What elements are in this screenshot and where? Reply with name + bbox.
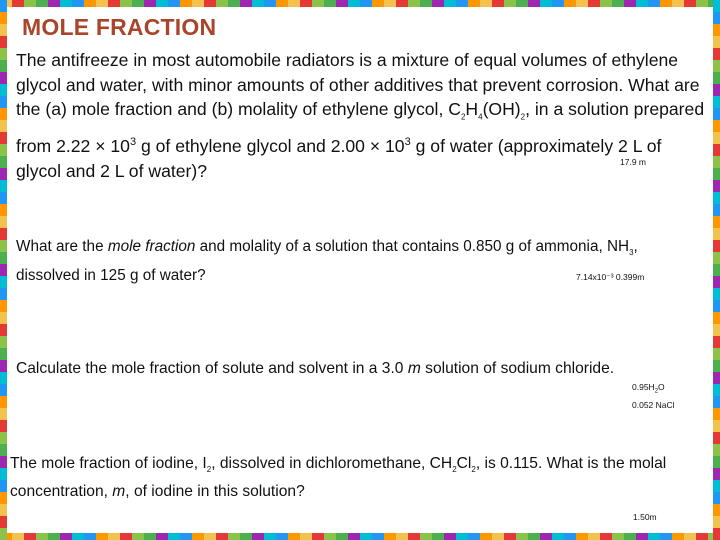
border-segment <box>0 504 7 516</box>
border-segment <box>708 0 720 7</box>
border-segment <box>0 432 7 444</box>
q2-text-1: What are the <box>16 238 108 255</box>
question-iodine <box>10 453 690 503</box>
border-segment <box>713 264 720 276</box>
border-segment <box>0 444 7 456</box>
q4-sub-2: 2 <box>452 465 457 475</box>
border-segment <box>288 533 300 540</box>
border-segment <box>108 533 120 540</box>
border-segment <box>252 0 264 7</box>
border-segment <box>48 533 60 540</box>
border-segment <box>288 0 300 7</box>
border-segment <box>564 0 576 7</box>
q1-sub-1: 2 <box>460 112 466 122</box>
answer-nacl-line: 0.052 NaCl <box>632 399 675 410</box>
border-segment <box>408 0 420 7</box>
border-segment <box>480 0 492 7</box>
border-segment <box>192 533 204 540</box>
q2-sub-1: 3 <box>629 248 634 258</box>
border-segment <box>540 533 552 540</box>
q4-sub-1: 2 <box>206 465 212 475</box>
border-segment <box>713 216 720 228</box>
border-segment <box>713 240 720 252</box>
border-segment <box>252 533 264 540</box>
border-segment <box>552 0 564 7</box>
q2-emphasis: mole fraction <box>107 238 196 255</box>
border-segment <box>324 0 336 7</box>
border-segment <box>432 533 444 540</box>
border-segment <box>0 456 7 468</box>
border-segment <box>384 533 396 540</box>
border-segment <box>713 348 720 360</box>
border-segment <box>396 533 408 540</box>
border-segment <box>36 533 48 540</box>
border-segment <box>0 108 7 120</box>
border-segment <box>36 0 48 7</box>
border-segment <box>408 533 420 540</box>
border-segment <box>713 252 720 264</box>
q1-text-5: g of ethylene glycol and 2.00 × 10 <box>136 136 405 157</box>
border-segment <box>713 504 720 516</box>
border-segment <box>372 533 384 540</box>
q4-emphasis: m <box>112 483 126 501</box>
border-segment <box>713 444 720 456</box>
border-segment <box>204 533 216 540</box>
q1-text-6: g of water (approximately 2 L of glycol and 2 L of water)? <box>16 136 662 181</box>
border-segment <box>0 48 7 60</box>
q1-sub-3: 2 <box>520 112 526 122</box>
border-segment <box>713 48 720 60</box>
q3-emphasis: m <box>407 360 421 377</box>
border-segment <box>132 533 144 540</box>
border-segment <box>0 492 7 504</box>
border-segment <box>713 468 720 480</box>
border-segment <box>0 60 7 72</box>
border-segment <box>684 533 696 540</box>
border-segment <box>312 0 324 7</box>
q4-text-5: , of iodine in this solution? <box>125 483 305 501</box>
border-segment <box>696 533 708 540</box>
border-segment <box>713 312 720 324</box>
border-segment <box>204 0 216 7</box>
border-segment <box>588 0 600 7</box>
border-segment <box>168 533 180 540</box>
border-segment <box>12 0 24 7</box>
border-segment <box>528 0 540 7</box>
border-segment <box>713 132 720 144</box>
question-sodium-chloride <box>16 358 636 379</box>
border-segment <box>576 0 588 7</box>
border-segment <box>420 0 432 7</box>
q1-text-4: , in a solution prepared from 2.22 × 10 <box>16 99 705 157</box>
border-segment <box>0 180 7 192</box>
border-segment <box>713 144 720 156</box>
border-segment <box>0 360 7 372</box>
q4-text-2: , dissolved in dichloromethane, CH <box>211 455 453 472</box>
border-segment <box>396 0 408 7</box>
border-segment <box>120 533 132 540</box>
border-segment <box>0 96 7 108</box>
question-ammonia <box>16 235 646 287</box>
border-segment <box>516 533 528 540</box>
q4-text-3: Cl <box>456 455 472 472</box>
border-segment <box>0 312 7 324</box>
border-segment <box>480 533 492 540</box>
q1-text-3: (OH) <box>482 99 521 120</box>
border-segment <box>696 0 708 7</box>
border-segment <box>456 533 468 540</box>
border-segment <box>48 0 60 7</box>
answer-water-text: 0.95H <box>632 382 655 392</box>
border-segment <box>0 228 7 240</box>
border-segment <box>713 228 720 240</box>
q4-text-4: , is 0.115. What is the molal concentration, <box>10 455 667 501</box>
border-bottom <box>0 533 720 540</box>
border-segment <box>713 480 720 492</box>
answer-water-sub: 2 <box>654 388 659 395</box>
border-segment <box>156 533 168 540</box>
border-segment <box>0 144 7 156</box>
border-segment <box>713 408 720 420</box>
border-segment <box>0 120 7 132</box>
border-segment <box>348 0 360 7</box>
border-segment <box>713 420 720 432</box>
border-segment <box>713 108 720 120</box>
border-segment <box>504 533 516 540</box>
border-segment <box>0 420 7 432</box>
border-segment <box>240 533 252 540</box>
border-segment <box>516 0 528 7</box>
border-segment <box>600 0 612 7</box>
border-segment <box>276 533 288 540</box>
border-segment <box>24 0 36 7</box>
border-segment <box>276 0 288 7</box>
answer-iodine: 1.50m <box>633 512 657 522</box>
border-segment <box>0 84 7 96</box>
border-segment <box>713 12 720 24</box>
border-segment <box>636 0 648 7</box>
border-segment <box>713 60 720 72</box>
border-segment <box>492 533 504 540</box>
border-segment <box>216 533 228 540</box>
border-segment <box>713 120 720 132</box>
border-segment <box>713 336 720 348</box>
border-segment <box>96 0 108 7</box>
border-segment <box>0 168 7 180</box>
border-segment <box>360 0 372 7</box>
border-segment <box>552 533 564 540</box>
border-segment <box>324 533 336 540</box>
border-segment <box>0 372 7 384</box>
border-segment <box>0 156 7 168</box>
border-segment <box>0 516 7 528</box>
border-segment <box>600 533 612 540</box>
border-segment <box>456 0 468 7</box>
border-segment <box>713 168 720 180</box>
border-segment <box>0 0 7 12</box>
border-segment <box>564 533 576 540</box>
border-segment <box>684 0 696 7</box>
border-segment <box>24 533 36 540</box>
border-segment <box>0 480 7 492</box>
border-segment <box>713 72 720 84</box>
border-segment <box>713 180 720 192</box>
border-segment <box>384 0 396 7</box>
border-segment <box>0 336 7 348</box>
border-segment <box>0 276 7 288</box>
border-segment <box>0 240 7 252</box>
border-segment <box>612 533 624 540</box>
border-segment <box>713 324 720 336</box>
border-segment <box>713 84 720 96</box>
border-segment <box>336 533 348 540</box>
border-segment <box>0 132 7 144</box>
border-segment <box>264 0 276 7</box>
border-segment <box>0 324 7 336</box>
q4-text-1: The mole fraction of iodine, I <box>10 455 207 472</box>
border-segment <box>528 533 540 540</box>
border-segment <box>0 408 7 420</box>
border-segment <box>216 0 228 7</box>
border-segment <box>228 0 240 7</box>
border-segment <box>0 528 7 540</box>
border-segment <box>0 192 7 204</box>
border-segment <box>713 204 720 216</box>
border-segment <box>713 396 720 408</box>
border-segment <box>713 360 720 372</box>
border-segment <box>0 300 7 312</box>
border-segment <box>432 0 444 7</box>
border-left <box>0 0 7 540</box>
border-segment <box>84 0 96 7</box>
answer-ammonia: 7.14x10⁻³ 0.399m <box>576 272 645 282</box>
border-segment <box>264 533 276 540</box>
question-antifreeze <box>16 48 706 183</box>
border-segment <box>120 0 132 7</box>
q2-text-3: , dissolved in 125 g of water? <box>16 238 638 285</box>
border-segment <box>713 156 720 168</box>
border-segment <box>312 533 324 540</box>
border-segment <box>576 533 588 540</box>
border-segment <box>713 288 720 300</box>
border-segment <box>468 533 480 540</box>
answer-water-line <box>632 381 675 399</box>
border-segment <box>84 533 96 540</box>
answer-sodium-chloride <box>632 381 675 412</box>
border-segment <box>72 533 84 540</box>
border-segment <box>504 0 516 7</box>
border-segment <box>0 204 7 216</box>
border-segment <box>168 0 180 7</box>
q3-text-1: Calculate the mole fraction of solute and solvent in a 3.0 <box>16 360 408 377</box>
border-segment <box>713 276 720 288</box>
border-segment <box>240 0 252 7</box>
border-segment <box>60 0 72 7</box>
border-segment <box>60 533 72 540</box>
border-segment <box>660 0 672 7</box>
border-segment <box>300 533 312 540</box>
border-segment <box>713 384 720 396</box>
border-segment <box>0 24 7 36</box>
border-segment <box>336 0 348 7</box>
border-segment <box>372 0 384 7</box>
border-segment <box>228 533 240 540</box>
border-segment <box>612 0 624 7</box>
border-segment <box>0 468 7 480</box>
border-segment <box>348 533 360 540</box>
border-segment <box>300 0 312 7</box>
border-segment <box>0 264 7 276</box>
border-segment <box>108 0 120 7</box>
border-segment <box>713 96 720 108</box>
border-segment <box>0 0 12 7</box>
border-segment <box>96 533 108 540</box>
border-segment <box>713 372 720 384</box>
border-segment <box>0 348 7 360</box>
border-segment <box>0 72 7 84</box>
q1-text-1: The antifreeze in most automobile radiators is a mixture of equal volumes of ethylene glycol and water, with minor amounts of other additives that prevent corrosion. What are the (a) mole fraction and (b) molality of ethylene glycol, C <box>16 50 700 120</box>
border-segment <box>468 0 480 7</box>
border-segment <box>420 533 432 540</box>
border-top <box>0 0 720 7</box>
border-segment <box>192 0 204 7</box>
border-segment <box>660 533 672 540</box>
border-segment <box>713 0 720 12</box>
q1-sub-2: 4 <box>478 112 483 122</box>
border-segment <box>444 0 456 7</box>
border-segment <box>156 0 168 7</box>
border-segment <box>624 0 636 7</box>
border-segment <box>713 300 720 312</box>
border-segment <box>144 0 156 7</box>
border-segment <box>72 0 84 7</box>
border-right <box>713 0 720 540</box>
border-segment <box>713 516 720 528</box>
border-segment <box>0 384 7 396</box>
border-segment <box>672 533 684 540</box>
border-segment <box>492 0 504 7</box>
border-segment <box>713 528 720 540</box>
border-segment <box>0 36 7 48</box>
border-segment <box>648 0 660 7</box>
border-segment <box>708 533 720 540</box>
border-segment <box>636 533 648 540</box>
border-segment <box>180 0 192 7</box>
q3-text-2: solution of sodium chloride. <box>420 360 615 377</box>
q4-sub-3: 2 <box>471 465 476 475</box>
border-segment <box>713 24 720 36</box>
border-segment <box>713 492 720 504</box>
border-segment <box>648 533 660 540</box>
border-segment <box>12 533 24 540</box>
border-segment <box>588 533 600 540</box>
q1-exp-2: 3 <box>404 136 411 149</box>
border-segment <box>180 533 192 540</box>
border-segment <box>144 533 156 540</box>
border-segment <box>713 36 720 48</box>
border-segment <box>360 533 372 540</box>
border-segment <box>713 432 720 444</box>
border-segment <box>0 12 7 24</box>
border-segment <box>0 216 7 228</box>
q2-text-2: and molality of a solution that contains 0.850 g of ammonia, NH <box>195 238 630 255</box>
border-segment <box>624 533 636 540</box>
border-segment <box>444 533 456 540</box>
border-segment <box>540 0 552 7</box>
q1-exp-1: 3 <box>129 136 137 149</box>
q1-text-2: H <box>465 99 479 120</box>
border-segment <box>0 396 7 408</box>
border-segment <box>713 456 720 468</box>
answer-water-text-2: O <box>658 382 665 392</box>
border-segment <box>672 0 684 7</box>
border-segment <box>0 533 12 540</box>
border-segment <box>132 0 144 7</box>
border-segment <box>0 252 7 264</box>
answer-antifreeze: 17.9 m <box>620 157 646 167</box>
border-segment <box>713 192 720 204</box>
border-segment <box>0 288 7 300</box>
page-title: MOLE FRACTION <box>22 14 217 40</box>
